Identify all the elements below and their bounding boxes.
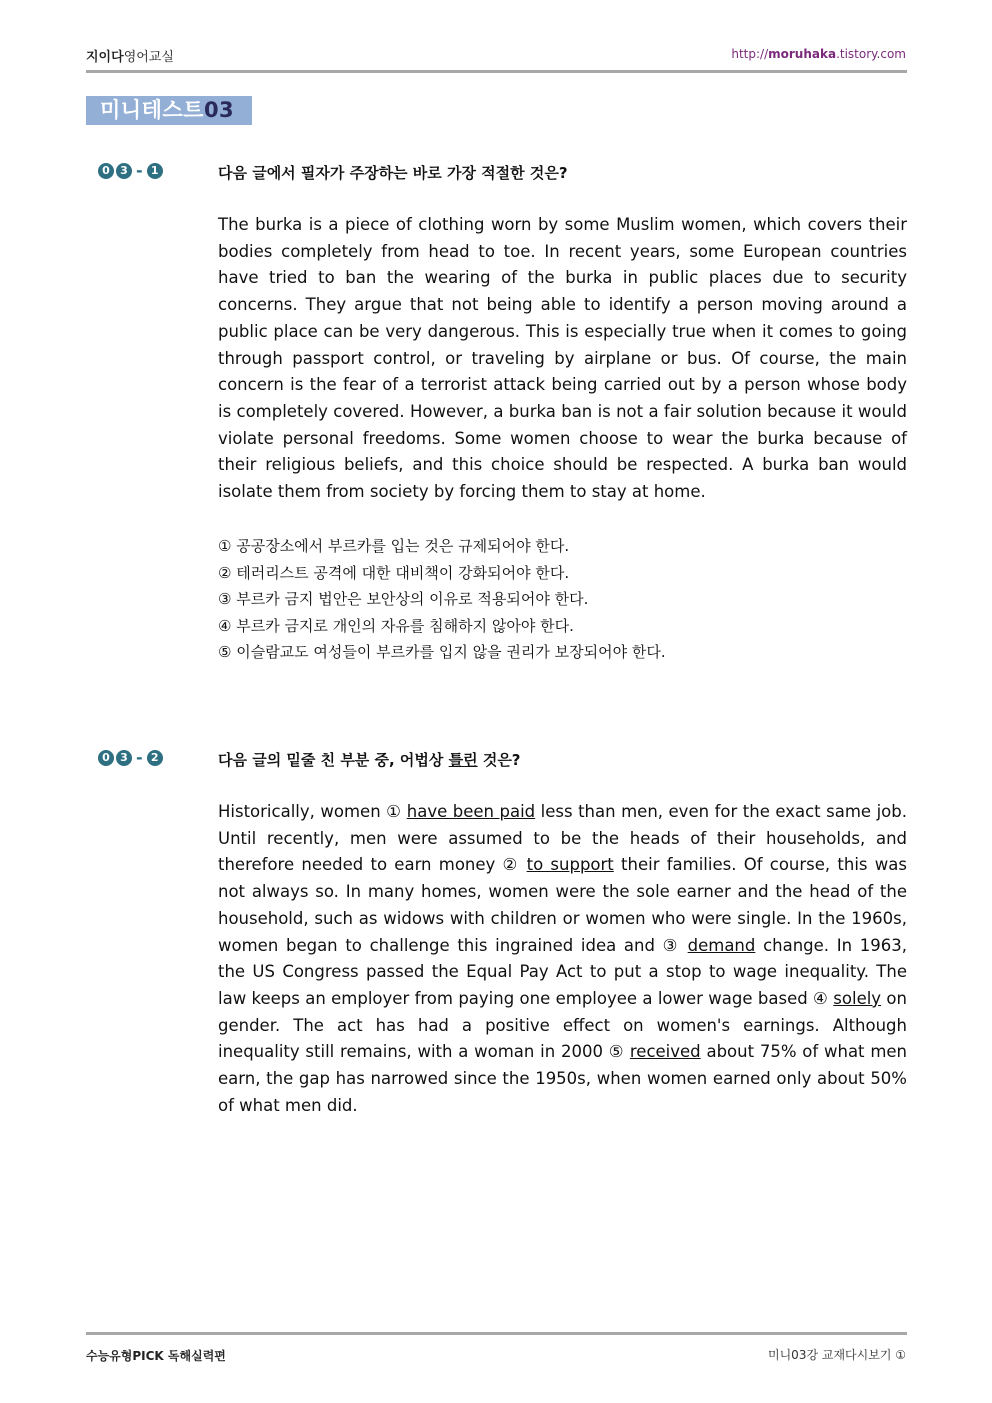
q1-choices xyxy=(218,533,907,666)
q1-choice-4: ④ 부르카 금지로 개인의 자유를 침해하지 않아야 한다. xyxy=(218,616,574,635)
q1-choice-3: ③ 부르카 금지 법안은 보안상의 이유로 적용되어야 한다. xyxy=(218,590,589,608)
url-prefix: http:// xyxy=(731,47,769,61)
q2-passage-text-3: their families. Of course, this was not always so. In many homes, women were the sole earner and the head of the household, such as widows with children or women who were single. In the 1960s, women began to challenge this ingrained idea and ③ xyxy=(218,855,907,955)
q1-choice-5: ⑤ 이슬람교도 여성들이 부르카를 입지 않을 권리가 보장되어야 한다. xyxy=(218,643,666,661)
q1-number xyxy=(98,163,163,179)
q2-passage-text-1: Historically, women ① xyxy=(218,802,407,821)
q2-underline-4: solely xyxy=(833,988,882,1008)
q2-passage-text-5: on gender. The act has had a positive effect on women's earnings. Although inequality still remains, with a woman in 2000 ⑤ xyxy=(218,988,907,1062)
q2-num-dash: - xyxy=(136,748,143,767)
q2-underline-2: to support xyxy=(526,855,614,875)
q2-passage-text-6: about 75% of what men earn, the gap has narrowed since the 1950s, when women earned only about 50% of what men did. xyxy=(218,1042,907,1115)
q2-passage-text-2: less than men, even for the exact same job. Until recently, men were assumed to be the heads of their households, and therefore needed to earn money ② xyxy=(218,802,907,875)
footer-page-label: 미니03강 교재다시보기 ① xyxy=(768,1348,906,1362)
header-divider xyxy=(86,70,907,73)
q2-num-digit-2: 3 xyxy=(116,750,132,766)
section-title-label: 미니테스트 xyxy=(100,98,204,122)
q2-number xyxy=(98,750,163,766)
q2-underline-3: demand xyxy=(687,935,756,955)
url-suffix: .tistory.com xyxy=(836,47,906,61)
q1-num-digit-3: 1 xyxy=(147,163,163,179)
q1-num-digit-2: 3 xyxy=(116,163,132,179)
q1-passage: The burka is a piece of clothing worn by some Muslim women, which covers their bodies completely from head to toe. In recent years, some European countries have tried to ban the wearing of the burka in public places due to security concerns. They argue that not being able to identify a person moving around a public place can be very dangerous. This is especially true when it comes to going through passport control, or traveling by airplane or bus. Of course, the main concern is the fear of a terrorist attack being carried out by a person whose body is completely covered. However, a burka ban is not a fair solution because it would violate personal freedoms. Some women choose to wear the burka because of their religious beliefs, and this choice should be respected. A burka ban would isolate them from society by forcing them to stay at home. xyxy=(218,215,907,502)
q2-passage xyxy=(218,799,907,1119)
q2-title-pre: 다음 글의 밑줄 친 부분 중, 어법상 xyxy=(218,751,449,769)
q2-num-digit-1: 0 xyxy=(98,750,114,766)
footer-book-title: 수능유형PICK 독해실력편 xyxy=(86,1349,226,1363)
header-brand xyxy=(86,46,174,65)
q2-num-digit-3: 2 xyxy=(147,750,163,766)
url-bold: moruhaka xyxy=(768,47,837,61)
q2-passage-text-4: change. In 1963, the US Congress passed the Equal Pay Act to put a stop to wage inequality. The law keeps an employer from paying one employee a lower wage based ④ xyxy=(218,935,907,1008)
q2-title-post: 것은? xyxy=(477,751,521,769)
brand-rest: 영어교실 xyxy=(123,50,174,65)
section-title-number: 03 xyxy=(203,98,235,122)
header-url[interactable] xyxy=(731,47,906,61)
q1-num-dash: - xyxy=(136,161,143,180)
q1-choice-2: ② 테러리스트 공격에 대한 대비책이 강화되어야 한다. xyxy=(218,563,570,582)
section-title xyxy=(86,96,252,125)
q1-title: 다음 글에서 필자가 주장하는 바로 가장 적절한 것은? xyxy=(218,164,568,182)
q1-choice-1: ① 공공장소에서 부르카를 입는 것은 규제되어야 한다. xyxy=(218,537,570,555)
q1-num-digit-1: 0 xyxy=(98,163,114,179)
q2-underline-1: have been paid xyxy=(406,802,536,821)
q2-title xyxy=(218,749,521,770)
brand-bold: 지이다 xyxy=(86,50,124,65)
q2-title-underlined: 틀린 xyxy=(448,751,478,769)
footer-divider xyxy=(86,1332,907,1335)
q2-underline-5: received xyxy=(629,1042,701,1062)
